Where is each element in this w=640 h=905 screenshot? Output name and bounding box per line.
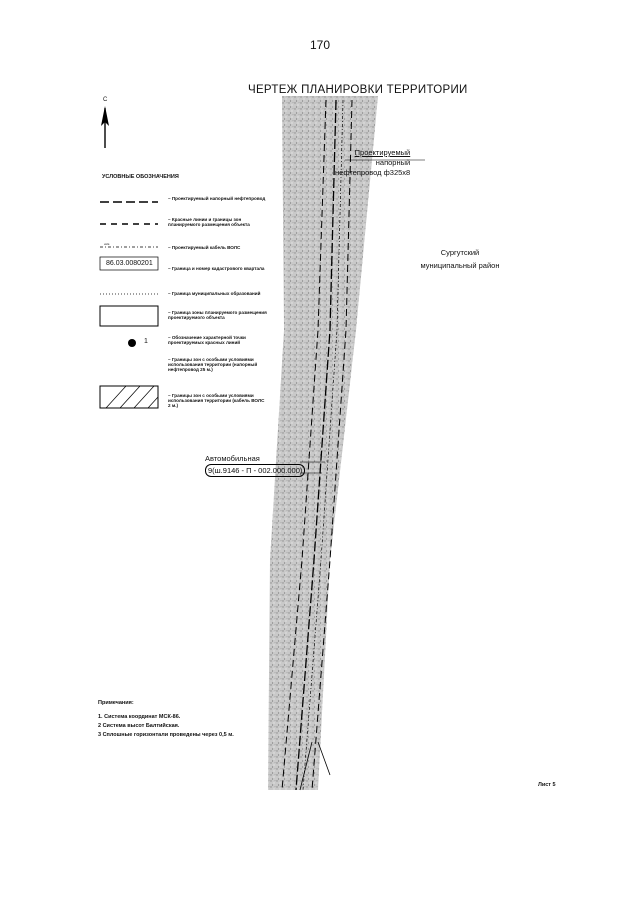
notes-item-3: 3 Сплошные горизонтали проведены через 0,5 м.: [98, 732, 234, 738]
legend-label-pipeline: – Проектируемый напорный нефтепровод: [168, 196, 266, 201]
pipeline-label: [335, 148, 410, 178]
notes-item-1: 1. Система координат МСК-86.: [98, 714, 181, 720]
pipeline-label-line-1: Проектируемый: [354, 148, 411, 157]
district-label-line-1: Сургутский: [440, 248, 480, 257]
district-label: [405, 246, 515, 272]
legend-label-point: – Обозначение характерной точки проектируемых красных линий: [168, 335, 246, 346]
page-number: 170: [309, 38, 331, 52]
legend-label-protect-pipe: – Границы зон с особыми условиями использования территории (напорный нефтепровод 25 м.): [168, 357, 258, 373]
legend-label-cadastral: – Граница и номер кадастрового квартала: [168, 266, 265, 271]
legend-label-municipal: – Граница муниципальных образований: [168, 291, 261, 296]
road-label-line-2: 9(ш.9146 - П - 002.000.000): [205, 464, 305, 477]
legend-label-red-lines: – Красные линии и границы зон планируемого размещения объекта: [168, 217, 250, 228]
legend-label-protect-cable: – Границы зон с особыми условиями использования территории (кабель ВОЛС 2 м.): [168, 393, 265, 409]
legend-label-zone: – Граница зоны планируемого размещения проектируемого объекта: [168, 310, 267, 321]
sheet-label: Лист 5: [538, 782, 556, 788]
legend-heading: УСЛОВНЫЕ ОБОЗНАЧЕНИЯ: [102, 174, 179, 180]
notes-heading: Примечания:: [98, 700, 134, 706]
pipeline-label-line-2: напорный: [375, 158, 411, 167]
pipeline-label-line-3: нефтепровод ф325х8: [335, 168, 411, 177]
north-label: С: [103, 97, 108, 103]
road-label-line-1: Автомобильная: [205, 454, 260, 463]
svg-text:vols: vols: [104, 242, 110, 246]
drawing-title: ЧЕРТЕЖ ПЛАНИРОВКИ ТЕРРИТОРИИ: [248, 84, 468, 96]
legend-dot-marker: 1: [144, 338, 148, 345]
notes-item-2: 2 Система высот Балтийская.: [98, 723, 180, 729]
legend-label-cable: – Проектируемый кабель ВОЛС: [168, 245, 241, 250]
district-label-line-2: муниципальный район: [420, 261, 500, 270]
road-label: [205, 453, 305, 477]
legend-parcel-code: 86.03.0080201: [106, 260, 153, 267]
